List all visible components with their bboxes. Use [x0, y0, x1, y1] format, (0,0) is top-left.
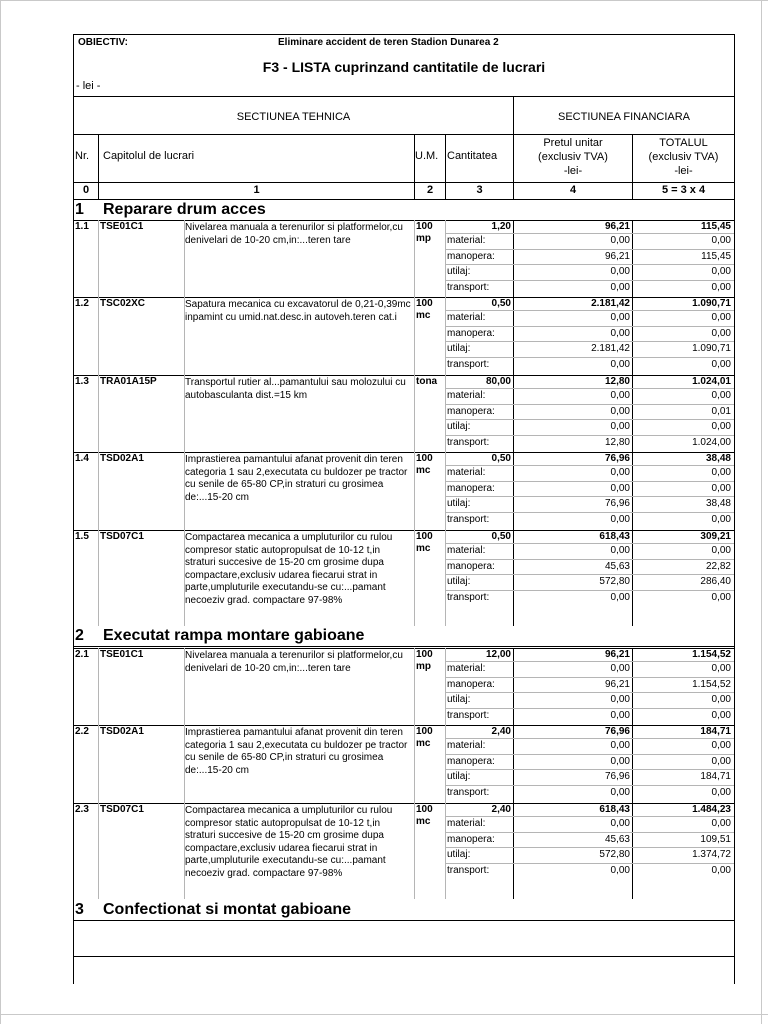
- col-line: [414, 803, 415, 899]
- breakdown-label: utilaj:: [447, 343, 471, 354]
- breakdown-total: 1.374,72: [692, 849, 731, 860]
- item-code: TSD02A1: [100, 453, 144, 464]
- item-description: Nivelarea manuala a terenurilor si platformelor,cu denivelari de 10-20 cm,in:...teren tare: [185, 650, 403, 674]
- item-code: TSD07C1: [100, 531, 144, 542]
- col-nr: Nr.: [75, 150, 90, 162]
- item-um-unit: mp: [416, 661, 431, 672]
- breakdown-price: 0,00: [610, 266, 630, 277]
- col-total-1: TOTALUL: [659, 137, 708, 149]
- currency-note: - lei -: [76, 80, 101, 92]
- breakdown-total: 0,00: [711, 710, 731, 721]
- col-number-4: 4: [569, 184, 577, 196]
- breakdown-line: [445, 404, 734, 405]
- breakdown-line: [445, 512, 734, 513]
- breakdown-line: [445, 832, 734, 833]
- section-number: 3: [75, 901, 84, 918]
- item-nr: 1.4: [75, 453, 89, 464]
- breakdown-label: manopera:: [447, 328, 495, 339]
- breakdown-line: [445, 388, 734, 389]
- col-number-5: 5 = 3 x 4: [661, 184, 706, 196]
- breakdown-total: 0,00: [711, 359, 731, 370]
- item-description: Transportul rutier al...pamantului sau molozului cu autobasculanta dist.=15 km: [185, 377, 406, 401]
- breakdown-line: [445, 465, 734, 466]
- breakdown-label: material:: [447, 467, 486, 478]
- breakdown-label: utilaj:: [447, 576, 471, 587]
- item-um: 100: [416, 726, 433, 737]
- breakdown-label: material:: [447, 663, 486, 674]
- page-frame-bottom: [0, 1014, 768, 1015]
- breakdown-price: 0,00: [610, 545, 630, 556]
- breakdown-label: utilaj:: [447, 266, 471, 277]
- breakdown-label: transport:: [447, 592, 490, 603]
- breakdown-label: utilaj:: [447, 771, 471, 782]
- item-quantity: 1,20: [491, 221, 511, 232]
- breakdown-total: 22,82: [705, 561, 731, 572]
- breakdown-total: 0,00: [711, 514, 731, 525]
- breakdown-price: 0,00: [610, 359, 630, 370]
- breakdown-price: 76,96: [604, 771, 630, 782]
- item-total: 1.154,52: [692, 649, 731, 660]
- item-quantity: 2,40: [491, 726, 511, 737]
- col-cantitatea: Cantitatea: [447, 150, 498, 162]
- breakdown-total: 0,00: [711, 592, 731, 603]
- breakdown-line: [445, 233, 734, 234]
- rule: [74, 96, 734, 97]
- item-description: Nivelarea manuala a terenurilor si platformelor,cu denivelari de 10-20 cm,in:...teren tare: [185, 222, 403, 246]
- section-title: Confectionat si montat gabioane: [103, 901, 352, 918]
- col-capitol: Capitolul de lucrari: [103, 150, 195, 162]
- item-description: Compactarea mecanica a umpluturilor cu rulou compresor static autopropulsat de 10-12 t,in straturi succesive de 15-20 cm grosime dupa compactare,exclusiv udarea fiecarui strat in parte,umpluturile executandu-se cu:...pamant necoeziv grad. compactare 97-98%: [185, 805, 393, 879]
- col-line: [98, 803, 99, 899]
- col-line: [98, 530, 99, 626]
- item-um-unit: mc: [416, 816, 431, 827]
- col-line: [414, 375, 415, 452]
- rule: [74, 199, 734, 200]
- breakdown-label: material:: [447, 390, 486, 401]
- breakdown-line: [445, 357, 734, 358]
- item-total: 1.484,23: [692, 804, 731, 815]
- breakdown-price: 0,00: [610, 390, 630, 401]
- breakdown-total: 286,40: [700, 576, 731, 587]
- breakdown-line: [445, 574, 734, 575]
- breakdown-line: [445, 590, 734, 591]
- rule: [74, 34, 734, 35]
- section-title: Reparare drum acces: [103, 201, 266, 218]
- rule: [74, 646, 734, 647]
- col-number-1: 1: [253, 184, 260, 196]
- item-total: 1.090,71: [692, 298, 731, 309]
- breakdown-label: manopera:: [447, 834, 495, 845]
- breakdown-line: [445, 708, 734, 709]
- item-quantity: 0,50: [491, 531, 511, 542]
- breakdown-total: 184,71: [700, 771, 731, 782]
- breakdown-label: material:: [447, 312, 486, 323]
- section-number: 1: [75, 201, 84, 218]
- item-unit-price: 76,96: [604, 726, 630, 737]
- page-title: F3 - LISTA cuprinzand cantitatile de lucrari: [262, 59, 546, 75]
- col-line: [98, 648, 99, 725]
- breakdown-total: 0,00: [711, 312, 731, 323]
- breakdown-label: transport:: [447, 710, 490, 721]
- item-description: Sapatura mecanica cu excavatorul de 0,21-0,39mc inpamint cu umid.nat.desc.in autoveh.teren cat.i: [185, 299, 411, 323]
- breakdown-price: 0,00: [610, 818, 630, 829]
- breakdown-label: transport:: [447, 514, 490, 525]
- rule: [74, 956, 734, 957]
- item-unit-price: 12,80: [604, 376, 630, 387]
- breakdown-label: manopera:: [447, 251, 495, 262]
- rule: [74, 920, 734, 921]
- breakdown-price: 0,00: [610, 514, 630, 525]
- breakdown-total: 0,00: [711, 235, 731, 246]
- objectiv-label: OBIECTIV:: [78, 37, 129, 48]
- sectiunea-tehnica: SECTIUNEA TEHNICA: [236, 111, 351, 123]
- col-pret-1: Pretul unitar: [543, 137, 603, 149]
- breakdown-label: material:: [447, 545, 486, 556]
- breakdown-line: [445, 738, 734, 739]
- breakdown-price: 45,63: [604, 561, 630, 572]
- item-nr: 2.2: [75, 726, 89, 737]
- breakdown-total: 0,00: [711, 266, 731, 277]
- breakdown-line: [445, 264, 734, 265]
- item-nr: 2.3: [75, 804, 89, 815]
- breakdown-label: material:: [447, 818, 486, 829]
- breakdown-label: manopera:: [447, 756, 495, 767]
- breakdown-total: 1.090,71: [692, 343, 731, 354]
- item-um-unit: mc: [416, 310, 431, 321]
- breakdown-line: [445, 754, 734, 755]
- breakdown-label: transport:: [447, 865, 490, 876]
- breakdown-price: 45,63: [604, 834, 630, 845]
- item-description: Imprastierea pamantului afanat provenit din teren categoria 1 sau 2,executata cu buldozer pe tractor cu senile de 65-80 CP,in straturi cu grosimea de:...15-20 cm: [185, 727, 408, 776]
- breakdown-total: 115,45: [701, 251, 731, 262]
- item-unit-price: 2.181,42: [591, 298, 630, 309]
- col-number-2: 2: [426, 184, 434, 196]
- col-number-3: 3: [476, 184, 483, 196]
- breakdown-price: 0,00: [610, 592, 630, 603]
- col-line: [414, 530, 415, 626]
- breakdown-price: 0,00: [610, 467, 630, 478]
- breakdown-total: 1.024,00: [692, 437, 731, 448]
- section-title: Executat rampa montare gabioane: [103, 627, 365, 644]
- breakdown-total: 0,00: [711, 787, 731, 798]
- item-description: Imprastierea pamantului afanat provenit din teren categoria 1 sau 2,executata cu buldozer pe tractor cu senile de 65-80 CP,in straturi cu grosimea de:...15-20 cm: [185, 454, 408, 503]
- col-line: [98, 220, 99, 297]
- breakdown-line: [445, 326, 734, 327]
- breakdown-label: utilaj:: [447, 498, 471, 509]
- item-code: TRA01A15P: [100, 376, 157, 387]
- breakdown-line: [445, 677, 734, 678]
- breakdown-line: [445, 280, 734, 281]
- breakdown-line: [445, 435, 734, 436]
- item-um-unit: mc: [416, 738, 431, 749]
- breakdown-line: [445, 559, 734, 560]
- page-frame-left: [0, 0, 1, 1024]
- item-code: TSC02XC: [100, 298, 146, 309]
- breakdown-total: 0,00: [711, 467, 731, 478]
- col-line: [414, 725, 415, 803]
- breakdown-price: 96,21: [604, 679, 630, 690]
- breakdown-line: [445, 341, 734, 342]
- breakdown-total: 38,48: [705, 498, 731, 509]
- breakdown-price: 0,00: [610, 282, 630, 293]
- item-nr: 2.1: [75, 649, 89, 660]
- item-total: 38,48: [705, 453, 731, 464]
- breakdown-price: 0,00: [610, 483, 630, 494]
- breakdown-total: 109,51: [700, 834, 731, 845]
- breakdown-line: [445, 481, 734, 482]
- breakdown-label: transport:: [447, 282, 490, 293]
- col-pret-3: -lei-: [563, 165, 583, 177]
- item-unit-price: 96,21: [604, 649, 630, 660]
- col-pret-2: (exclusiv TVA): [538, 151, 608, 163]
- item-um: 100: [416, 453, 433, 464]
- col-line: [445, 803, 446, 899]
- breakdown-price: 572,80: [599, 576, 630, 587]
- breakdown-total: 0,00: [711, 663, 731, 674]
- breakdown-total: 0,01: [711, 406, 731, 417]
- item-unit-price: 618,43: [599, 531, 630, 542]
- item-um: 100: [416, 221, 433, 232]
- sectiunea-financiara: SECTIUNEA FINANCIARA: [557, 111, 691, 123]
- breakdown-price: 0,00: [610, 710, 630, 721]
- breakdown-total: 0,00: [711, 282, 731, 293]
- breakdown-label: manopera:: [447, 561, 495, 572]
- item-total: 115,45: [700, 221, 731, 232]
- item-nr: 1.3: [75, 376, 89, 387]
- breakdown-price: 2.181,42: [591, 343, 630, 354]
- breakdown-total: 0,00: [711, 545, 731, 556]
- breakdown-label: material:: [447, 740, 486, 751]
- breakdown-line: [445, 543, 734, 544]
- item-nr: 1.5: [75, 531, 89, 542]
- breakdown-label: transport:: [447, 437, 490, 448]
- breakdown-total: 0,00: [711, 818, 731, 829]
- breakdown-price: 12,80: [604, 437, 630, 448]
- breakdown-price: 76,96: [604, 498, 630, 509]
- item-quantity: 80,00: [485, 376, 511, 387]
- objectiv-value: Eliminare accident de teren Stadion Dunarea 2: [278, 37, 499, 48]
- breakdown-total: 0,00: [711, 483, 731, 494]
- col-line: [98, 725, 99, 803]
- item-um-unit: mp: [416, 233, 431, 244]
- item-total: 184,71: [700, 726, 731, 737]
- item-nr: 1.2: [75, 298, 89, 309]
- item-um: 100: [416, 531, 433, 542]
- breakdown-line: [445, 496, 734, 497]
- item-quantity: 2,40: [491, 804, 511, 815]
- breakdown-total: 0,00: [711, 421, 731, 432]
- item-unit-price: 76,96: [604, 453, 630, 464]
- breakdown-line: [445, 816, 734, 817]
- col-line: [445, 134, 446, 182]
- breakdown-label: utilaj:: [447, 849, 471, 860]
- breakdown-price: 0,00: [610, 421, 630, 432]
- item-description: Compactarea mecanica a umpluturilor cu rulou compresor static autopropulsat de 10-12 t,in straturi succesive de 15-20 cm grosime dupa compactare,exclusiv udarea fiecarui strat in parte,umpluturile executandu-se cu:...pamant necoeziv grad. compactare 97-98%: [185, 532, 393, 606]
- item-code: TSE01C1: [100, 649, 144, 660]
- col-line: [445, 530, 446, 626]
- item-um-unit: mc: [416, 465, 431, 476]
- breakdown-label: utilaj:: [447, 694, 471, 705]
- page-frame-top: [0, 0, 768, 1]
- breakdown-total: 0,00: [711, 328, 731, 339]
- col-line: [98, 134, 99, 182]
- breakdown-price: 0,00: [610, 740, 630, 751]
- item-code: TSD07C1: [100, 804, 144, 815]
- item-quantity: 12,00: [485, 649, 511, 660]
- breakdown-price: 0,00: [610, 865, 630, 876]
- breakdown-price: 0,00: [610, 787, 630, 798]
- item-total: 1.024,01: [692, 376, 731, 387]
- breakdown-line: [445, 661, 734, 662]
- breakdown-line: [445, 249, 734, 250]
- item-um-unit: mc: [416, 543, 431, 554]
- breakdown-line: [445, 419, 734, 420]
- breakdown-label: manopera:: [447, 679, 495, 690]
- breakdown-price: 0,00: [610, 328, 630, 339]
- rule: [74, 182, 734, 183]
- item-unit-price: 96,21: [604, 221, 630, 232]
- breakdown-price: 0,00: [610, 235, 630, 246]
- col-total-2: (exclusiv TVA): [648, 151, 719, 163]
- col-number-0: 0: [82, 184, 90, 196]
- breakdown-total: 0,00: [711, 694, 731, 705]
- breakdown-label: manopera:: [447, 406, 495, 417]
- item-unit-price: 618,43: [599, 804, 630, 815]
- item-quantity: 0,50: [491, 453, 511, 464]
- breakdown-price: 0,00: [610, 694, 630, 705]
- breakdown-label: transport:: [447, 359, 490, 370]
- breakdown-total: 0,00: [711, 740, 731, 751]
- breakdown-price: 0,00: [610, 406, 630, 417]
- breakdown-total: 0,00: [711, 390, 731, 401]
- breakdown-line: [445, 863, 734, 864]
- item-total: 309,21: [700, 531, 731, 542]
- col-line: [98, 452, 99, 530]
- breakdown-total: 0,00: [711, 756, 731, 767]
- item-code: TSD02A1: [100, 726, 144, 737]
- item-nr: 1.1: [75, 221, 89, 232]
- col-line: [414, 452, 415, 530]
- breakdown-price: 572,80: [599, 849, 630, 860]
- item-um: tona: [416, 376, 438, 387]
- item-um: 100: [416, 298, 433, 309]
- breakdown-line: [445, 310, 734, 311]
- col-line: [414, 648, 415, 725]
- item-um: 100: [416, 649, 433, 660]
- quantities-sheet: [73, 34, 735, 984]
- breakdown-line: [445, 847, 734, 848]
- col-line: [414, 297, 415, 375]
- breakdown-label: material:: [447, 235, 486, 246]
- col-um: U.M.: [415, 150, 439, 162]
- breakdown-price: 0,00: [610, 756, 630, 767]
- breakdown-price: 96,21: [604, 251, 630, 262]
- section-number: 2: [75, 627, 84, 644]
- item-um: 100: [416, 804, 433, 815]
- col-total-3: -lei-: [674, 165, 693, 177]
- item-code: TSE01C1: [100, 221, 144, 232]
- breakdown-line: [445, 785, 734, 786]
- col-line: [414, 220, 415, 297]
- breakdown-label: manopera:: [447, 483, 495, 494]
- page-frame-right: [761, 0, 762, 1024]
- item-quantity: 0,50: [491, 298, 511, 309]
- breakdown-price: 0,00: [610, 312, 630, 323]
- breakdown-line: [445, 692, 734, 693]
- breakdown-total: 0,00: [711, 865, 731, 876]
- breakdown-label: utilaj:: [447, 421, 471, 432]
- breakdown-price: 0,00: [610, 663, 630, 674]
- breakdown-total: 1.154,52: [692, 679, 731, 690]
- breakdown-label: transport:: [447, 787, 490, 798]
- rule: [74, 134, 734, 135]
- col-line: [98, 297, 99, 375]
- col-line: [98, 375, 99, 452]
- breakdown-line: [445, 769, 734, 770]
